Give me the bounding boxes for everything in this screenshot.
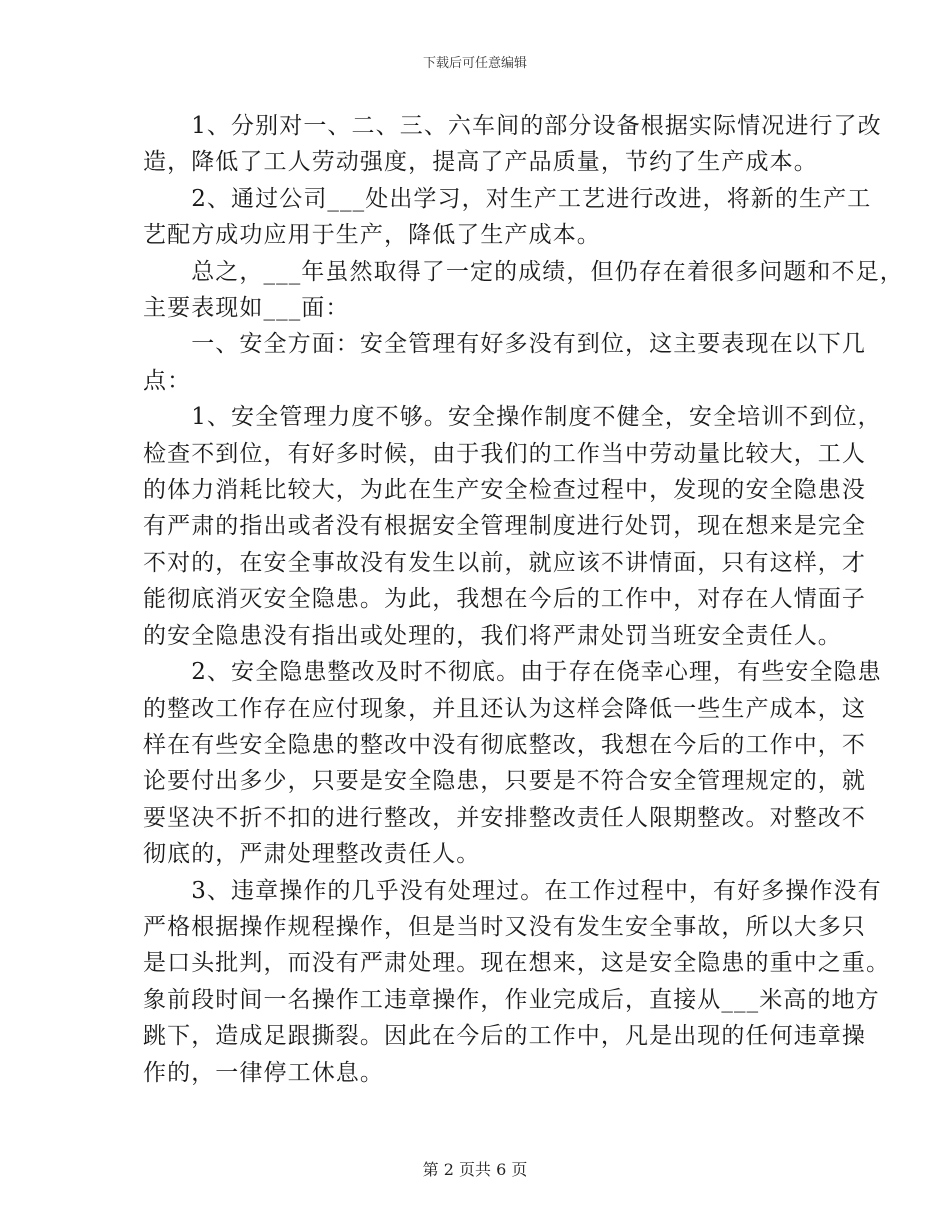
text-line: 艺配方成功应用于生产，降低了生产成本。	[143, 222, 601, 249]
paragraph	[143, 254, 904, 327]
text-line: 象前段时间一名操作工违章操作，作业完成后，直接从___米高的地方	[143, 986, 880, 1013]
text-line: 一、安全方面：安全管理有好多没有到位，这主要表现在以下几	[143, 331, 866, 358]
text-line: 2、通过公司___处出学习，对生产工艺进行改进，将新的生产工	[143, 185, 872, 212]
text-line: 严格根据操作规程操作，但是当时又没有发生安全事故，所以大多只	[143, 913, 866, 940]
text-line: 跳下，造成足跟撕裂。因此在今后的工作中，凡是出现的任何违章操	[143, 1023, 866, 1050]
text-line: 要坚决不折不扣的进行整改，并安排整改责任人限期整改。对整改不	[143, 804, 866, 831]
paragraph	[143, 181, 872, 254]
text-line: 能彻底消灭安全隐患。为此，我想在今后的工作中，对存在人情面子	[143, 586, 866, 613]
text-line: 有严肃的指出或者没有根据安全管理制度进行处罚，现在想来是完全	[143, 513, 866, 540]
text-line: 2、安全隐患整改及时不彻底。由于存在侥幸心理，有些安全隐患	[143, 659, 882, 686]
paragraph	[143, 399, 882, 654]
paragraph	[143, 108, 882, 181]
text-line: 的安全隐患没有指出或处理的，我们将严肃处罚当班安全责任人。	[143, 622, 842, 649]
text-line: 1、分别对一、二、三、六车间的部分设备根据实际情况进行了改	[143, 113, 882, 139]
text-line: 不对的，在安全事故没有发生以前，就应该不讲情面，只有这样，才	[143, 549, 866, 576]
page-header: 下载后可任意编辑	[422, 56, 527, 71]
text-line: 3、违章操作的几乎没有处理过。在工作过程中，有好多操作没有	[143, 877, 882, 904]
document-body	[143, 108, 904, 1091]
text-line: 作的，一律停工休息。	[143, 1059, 384, 1086]
text-line: 检查不到位，有好多时候，由于我们的工作当中劳动量比较大，工人	[143, 440, 866, 467]
text-line: 主要表现如___面：	[143, 295, 350, 322]
text-line: 的体力消耗比较大，为此在生产安全检查过程中，发现的安全隐患没	[143, 477, 866, 504]
paragraph	[143, 326, 866, 399]
text-line: 1、安全管理力度不够。安全操作制度不健全，安全培训不到位，	[143, 404, 882, 431]
text-line: 造，降低了工人劳动强度，提高了产品质量，节约了生产成本。	[143, 149, 818, 176]
page-number: 第 2 页共 6 页	[422, 1160, 528, 1179]
paragraph	[143, 873, 891, 1091]
text-line: 总之，___年虽然取得了一定的成绩，但仍存在着很多问题和不足，	[143, 258, 904, 285]
paragraph	[143, 654, 882, 872]
text-line: 点：	[143, 367, 192, 394]
text-line: 是口头批判，而没有严肃处理。现在想来，这是安全隐患的重中之重。	[143, 950, 891, 977]
text-line: 的整改工作存在应付现象，并且还认为这样会降低一些生产成本，这	[143, 695, 866, 722]
text-line: 论要付出多少，只要是安全隐患，只要是不符合安全管理规定的，就	[143, 768, 866, 795]
text-line: 彻底的，严肃处理整改责任人。	[143, 841, 481, 868]
text-line: 样在有些安全隐患的整改中没有彻底整改，我想在今后的工作中，不	[143, 731, 866, 758]
